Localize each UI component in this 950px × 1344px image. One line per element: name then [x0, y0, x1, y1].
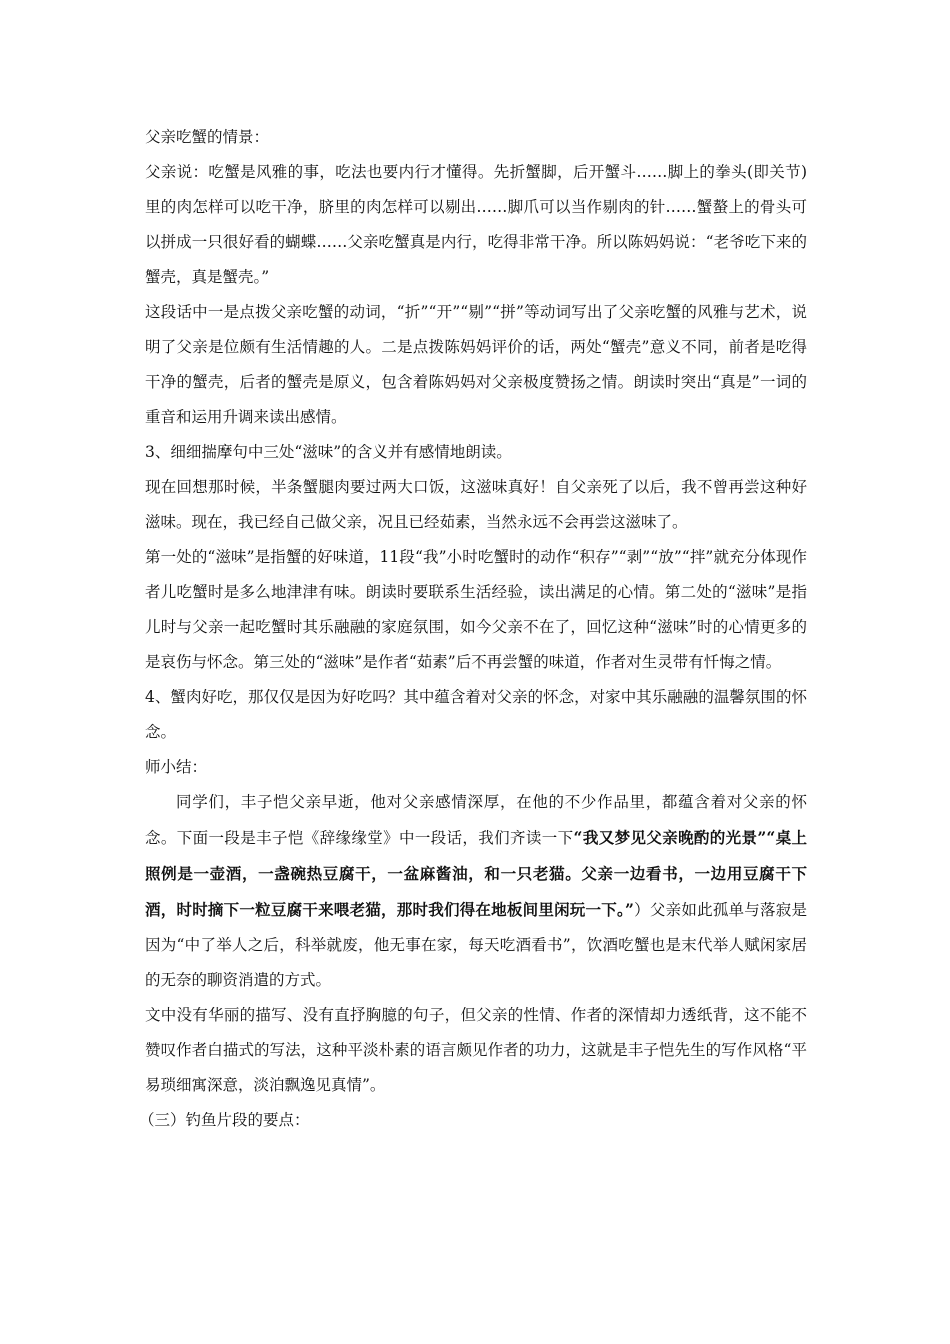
document-page — [139, 120, 807, 1138]
summary-intro-text: 同学们，丰子恺父亲早逝，他对父亲感情深厚，在他的不少作品里，都蕴含着对父亲的怀念。下面一段是丰子恺《辞缘缘堂》中一段话，我们齐读一下 — [145, 793, 807, 847]
paragraph-teacher-summary-label: 师小结： — [145, 758, 208, 776]
summary-continuation-text: ）父亲如此孤单与落寂是因为“中了举人之后，科举就废，他无事在家，每天吃酒看书”，饮酒吃蟹也是末代举人赋闲家居的无奈的聊资消遣的方式。 — [145, 901, 807, 989]
paragraph-question-4: 4、蟹肉好吃，那仅仅是因为好吃吗？其中蕴含着对父亲的怀念，对家中其乐融融的温馨氛围的怀念。 — [145, 688, 807, 741]
paragraph-analysis-verbs: 这段话中一是点拨父亲吃蟹的动词，“折”“开”“剔”“拼”等动词写出了父亲吃蟹的风雅与艺术，说明了父亲是位颇有生活情趣的人。二是点拨陈妈妈评价的话，两处“蟹壳”意义不同，前者是吃得干净的蟹壳，后者的蟹壳是原义，包含着陈妈妈对父亲极度赞扬之情。朗读时突出“真是”一词的重音和运用升调来读出感情。 — [145, 303, 807, 426]
summary-bold-quote: “我又梦见父亲晚酌的光景”“桌上照例是一壶酒，一盏碗热豆腐干，一盆麻酱油，和一只老猫。父亲一边看书，一边用豆腐干下酒，时时摘下一粒豆腐干来喂老猫，那时我们得在地板间里闲玩一下。” — [145, 828, 807, 919]
section-heading-fishing: （三）钓鱼片段的要点： — [139, 1111, 310, 1129]
paragraph-father-quote: 父亲说：吃蟹是风雅的事，吃法也要内行才懂得。先折蟹脚，后开蟹斗……脚上的拳头(即关节)里的肉怎样可以吃干净，脐里的肉怎样可以剔出……脚爪可以当作剔肉的针……蟹螯上的骨头可以拼成一只很好看的蝴蝶……父亲吃蟹真是内行，吃得非常干净。所以陈妈妈说：“老爷吃下来的蟹壳，真是蟹壳。” — [145, 163, 807, 286]
paragraph-memory-quote: 现在回想那时候，半条蟹腿肉要过两大口饭，这滋味真好！自父亲死了以后，我不曾再尝这种好滋味。现在，我已经自己做父亲，况且已经茹素，当然永远不会再尝这滋味了。 — [145, 478, 807, 531]
paragraph-question-3: 3、细细揣摩句中三处“滋味”的含义并有感情地朗读。 — [145, 443, 512, 461]
paragraph-flavor-analysis: 第一处的“滋味”是指蟹的好味道，11段“我”小时吃蟹时的动作“积存”“剥”“放”“拌”就充分体现作者儿吃蟹时是多么地津津有味。朗读时要联系生活经验，读出满足的心情。第二处的“滋味”是指儿时与父亲一起吃蟹时其乐融融的家庭氛围，如今父亲不在了，回忆这种“滋味”时的心情更多的是哀伤与怀念。第三处的“滋味”是作者“茹素”后不再尝蟹的味道，作者对生灵带有忏悔之情。 — [145, 548, 807, 671]
paragraph-teacher-summary — [145, 785, 807, 998]
paragraph-heading-crab-scene: 父亲吃蟹的情景： — [145, 128, 270, 146]
paragraph-writing-style: 文中没有华丽的描写、没有直抒胸臆的句子，但父亲的性情、作者的深情却力透纸背，这不能不赞叹作者白描式的写法，这种平淡朴素的语言颇见作者的功力，这就是丰子恺先生的写作风格“平易琐细寓深意，淡泊飘逸见真情”。 — [145, 1006, 807, 1094]
